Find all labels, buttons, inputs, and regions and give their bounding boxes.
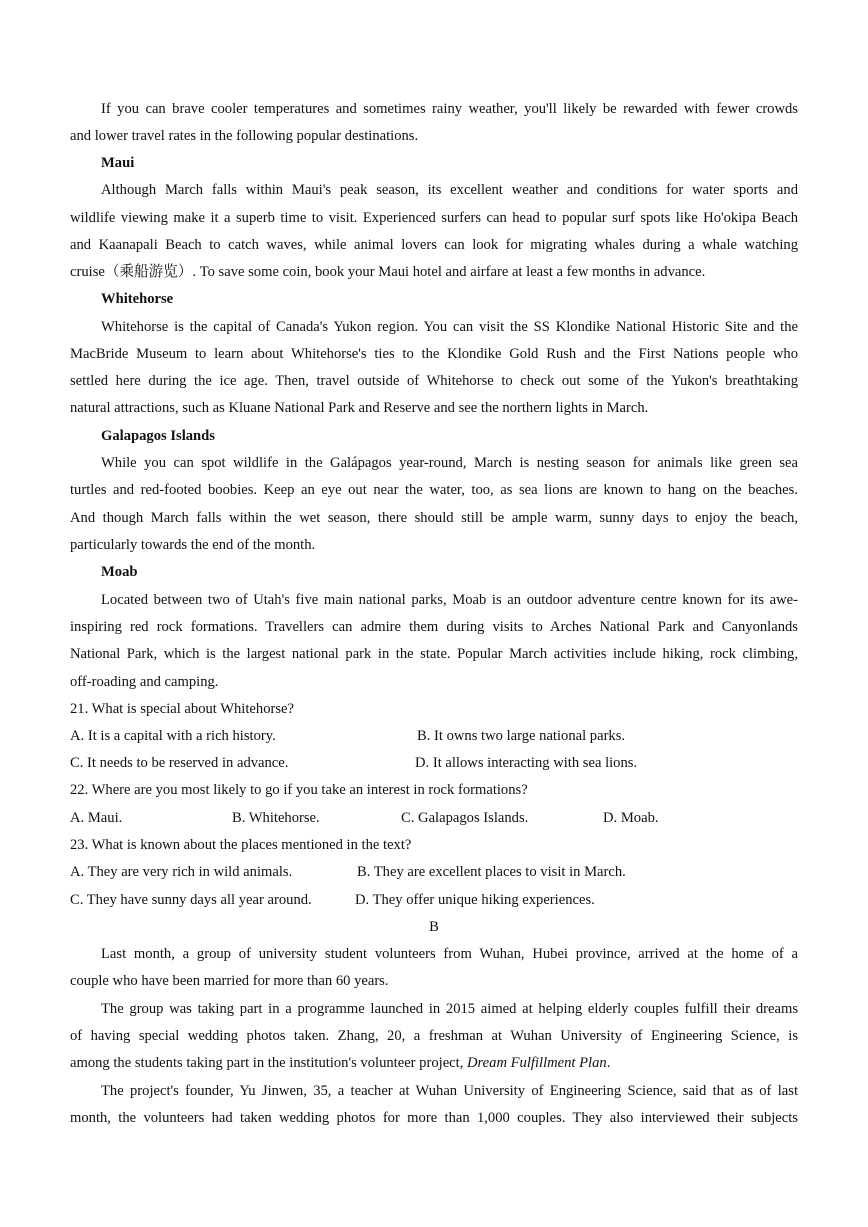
whitehorse-line: MacBride Museum to learn about Whitehorse's ties to the Klondike Gold Rush and the First Nations people who [70,346,798,362]
question-21-option-c: C. It needs to be reserved in advance. [70,755,289,771]
passage-b-line: couple who have been married for more than 60 years. [70,973,389,989]
passage-b-line: The group was taking part in a programme launched in 2015 aimed at helping elderly couples fulfill their dreams [101,1001,798,1017]
question-21-option-d: D. It allows interacting with sea lions. [415,755,638,771]
project-name: Dream Fulfillment Plan [467,1055,607,1071]
question-23-option-a: A. They are very rich in wild animals. [70,864,293,880]
maui-line: wildlife viewing make it a superb time to visit. Experienced surfers can head to popular surf spots like Ho'okipa Beach [70,210,798,226]
whitehorse-line: settled here during the ice age. Then, travel outside of Whitehorse to check out some of the Yukon's breathtaking [70,373,798,389]
passage-b-line: of having special wedding photos taken. Zhang, 20, a freshman at Wuhan University of Engineering Science, is [70,1028,798,1044]
question-22-option-c: C. Galapagos Islands. [401,810,529,826]
maui-line: and Kaanapali Beach to catch waves, while animal lovers can look for migrating whales during a whale watching [70,237,798,253]
maui-heading: Maui [101,155,135,171]
question-21-option-b: B. It owns two large national parks. [417,728,626,744]
question-21-stem: 21. What is special about Whitehorse? [70,701,294,717]
question-23-option-d: D. They offer unique hiking experiences. [355,892,595,908]
question-22-option-d: D. Moab. [603,810,659,826]
passage-b-text: . [606,1055,611,1071]
intro-line-2: and lower travel rates in the following popular destinations. [70,128,419,144]
moab-line: Located between two of Utah's five main national parks, Moab is an outdoor adventure centre known for its awe- [101,592,798,608]
passage-b-line [70,1050,798,1077]
galapagos-line: While you can spot wildlife in the Galápagos year-round, March is nesting season for animals like green sea [101,455,798,471]
passage-b-line: Last month, a group of university student volunteers from Wuhan, Hubei province, arrived at the home of a [101,946,798,962]
galapagos-line: turtles and red-footed boobies. Keep an eye out near the water, too, as sea lions are known to hang on the beaches. [70,482,798,498]
question-21-option-a: A. It is a capital with a rich history. [70,728,276,744]
moab-line: inspiring red rock formations. Travellers can admire them during visits to Arches National Park and Canyonlands [70,619,798,635]
moab-line: off-roading and camping. [70,674,219,690]
passage-b-text: among the students taking part in the institution's volunteer project, [70,1055,467,1071]
question-23-option-c: C. They have sunny days all year around. [70,892,312,908]
galapagos-line: particularly towards the end of the month. [70,537,316,553]
maui-line: cruise（乘船游览）. To save some coin, book your Maui hotel and airfare at least a few months in advance. [70,264,706,280]
question-22-stem: 22. Where are you most likely to go if you take an interest in rock formations? [70,782,528,798]
question-23-stem: 23. What is known about the places mentioned in the text? [70,837,412,853]
passage-b-line: The project's founder, Yu Jinwen, 35, a teacher at Wuhan University of Engineering Science, said that as of last [101,1083,798,1099]
passage-b-line: month, the volunteers had taken wedding photos for more than 1,000 couples. They also interviewed their subjects [70,1110,798,1126]
moab-line: National Park, which is the largest national park in the state. Popular March activities include hiking, rock climbing, [70,646,798,662]
whitehorse-heading: Whitehorse [101,291,174,307]
question-23-option-b: B. They are excellent places to visit in March. [357,864,626,880]
question-22-option-b: B. Whitehorse. [232,810,320,826]
moab-heading: Moab [101,564,138,580]
question-22-option-a: A. Maui. [70,810,123,826]
galapagos-heading: Galapagos Islands [101,428,215,444]
whitehorse-line: Whitehorse is the capital of Canada's Yukon region. You can visit the SS Klondike National Historic Site and the [101,319,798,335]
section-b-label: B [429,919,439,935]
maui-line: Although March falls within Maui's peak season, its excellent weather and conditions for water sports and [101,182,798,198]
whitehorse-line: natural attractions, such as Kluane National Park and Reserve and see the northern lights in March. [70,400,649,416]
galapagos-line: And though March falls within the wet season, there should still be ample warm, sunny days to enjoy the beach, [70,510,798,526]
intro-line-1: If you can brave cooler temperatures and sometimes rainy weather, you'll likely be rewarded with fewer crowds [101,101,798,117]
